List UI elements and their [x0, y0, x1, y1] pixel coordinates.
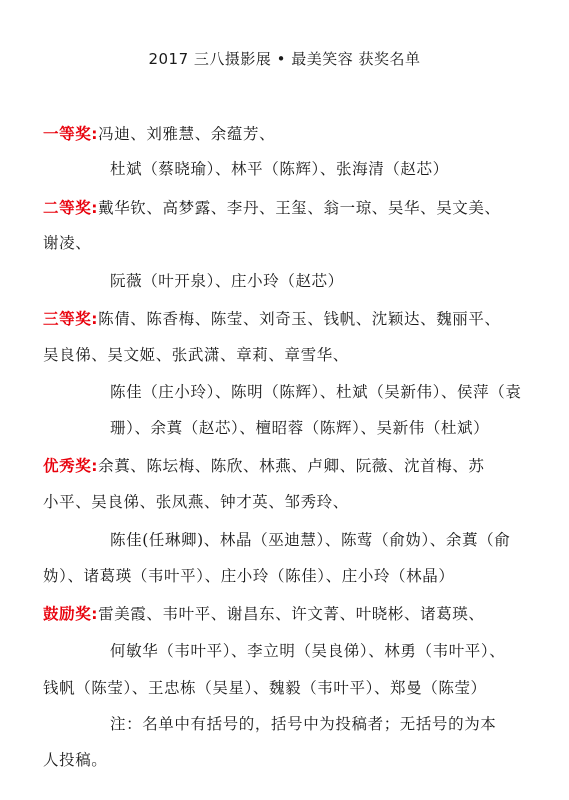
second-prize-line-3: 阮薇（叶开泉）、庄小玲（赵芯）: [110, 272, 344, 290]
encouragement-prize-label: 鼓励奖:: [43, 605, 99, 623]
merit-prize-line-2: 小平、吴良俤、张凤燕、钟才英、邹秀玲、: [43, 493, 349, 511]
note-line-2: 人投稿。: [43, 751, 108, 769]
first-prize-label: 一等奖:: [43, 125, 99, 143]
merit-prize-names: 余蒖、陈坛梅、陈欣、林燕、卢卿、阮薇、沈首梅、苏: [98, 457, 485, 475]
third-prize-line-2: 吴良俤、吴文姬、张武潇、章莉、章雪华、: [43, 346, 349, 364]
third-prize-label: 三等奖:: [43, 310, 99, 328]
third-prize-line-4: 珊）、余蒖（赵芯）、檀昭蓉（陈辉）、吴新伟（杜斌）: [110, 419, 490, 437]
page-title: 2017 三八摄影展 • 最美笑容 获奖名单: [148, 50, 421, 68]
first-prize-line-1: [43, 123, 531, 145]
second-prize-line-1: [43, 197, 531, 219]
encouragement-prize-line-3: 钱帆（陈莹）、王忠栋（吴星）、魏毅（韦叶平）、郑曼（陈莹）: [43, 679, 487, 697]
second-prize-label: 二等奖:: [43, 199, 99, 217]
merit-prize-line-3: 陈佳(任琳卿)、林晶（巫迪慧）、陈莺（俞妫）、余蒖（俞: [110, 531, 511, 549]
first-prize-line-2: 杜斌（蔡晓瑜）、林平（陈辉）、张海清（赵芯）: [110, 160, 449, 178]
encouragement-prize-line-1: [43, 603, 531, 625]
first-prize-names: 冯迪、刘雅慧、余蕴芳、: [98, 125, 276, 143]
merit-prize-label: 优秀奖:: [43, 457, 99, 475]
encouragement-prize-names: 雷美霞、韦叶平、谢昌东、许文菁、叶晓彬、诸葛瑛、: [98, 605, 485, 623]
merit-prize-line-1: [43, 455, 531, 477]
second-prize-names: 戴华钦、高梦露、李丹、王玺、翁一琼、吴华、吴文美、: [98, 199, 501, 217]
merit-prize-line-4: 妫）、诸葛瑛（韦叶平）、庄小玲（陈佳）、庄小玲（林晶）: [43, 567, 455, 585]
note-line-1: 注：名单中有括号的，括号中为投稿者；无括号的为本: [110, 715, 497, 733]
third-prize-line-3: 陈佳（庄小玲）、陈明（陈辉）、杜斌（吴新伟）、侯萍（袁: [110, 383, 522, 401]
third-prize-line-1: [43, 308, 531, 330]
third-prize-names: 陈倩、陈香梅、陈莹、刘奇玉、钱帆、沈颖达、魏丽平、: [98, 310, 501, 328]
encouragement-prize-line-2: 何敏华（韦叶平）、李立明（吴良俤）、林勇（韦叶平）、: [110, 642, 506, 660]
second-prize-line-2: 谢凌、: [43, 234, 92, 252]
